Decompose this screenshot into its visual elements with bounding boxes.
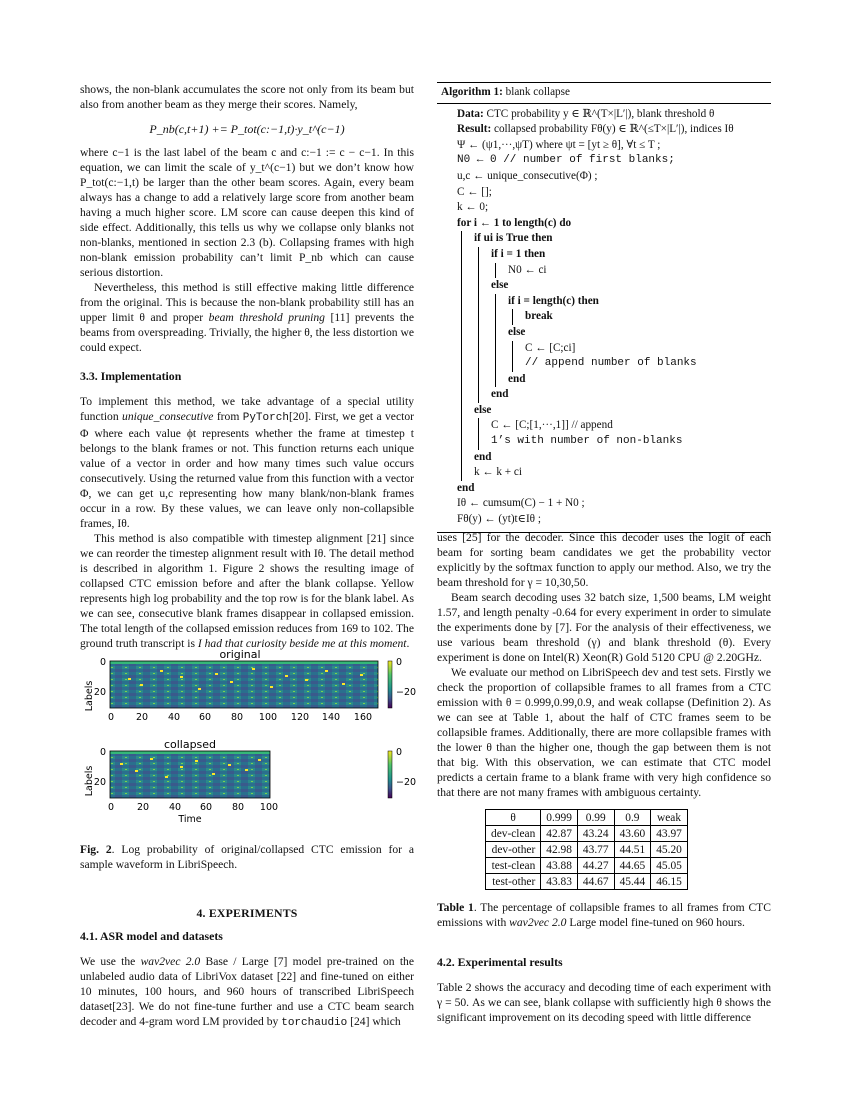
svg-text:0: 0 [396,747,403,758]
paragraph: Beam search decoding uses 32 batch size, 1,500 beams, LM weight 1.57, and length penalty -0.64 for every experiment in order to simulate the experiments done by [7]. For the analysis of their effectiveness, we use various beam threshold (γ) and blank threshold (θ). Every experiment is done on Intel(R) Xeon(R) Gold 5120 CPU @ 2.20GHz. [437,591,771,664]
svg-text:80: 80 [231,802,245,813]
experiments-section [80,906,414,1031]
svg-text:40: 40 [167,712,181,723]
paragraph: where c−1 is the last label of the beam c and c:−1 := c − c−1. In this equation, we can limit the scale of y_t^(c−1) but we don’t know how P_tot(c:−1,t) be larger than the other beam scores. Again, every beam always has a change to add a relatively large score from another beam having a much higher score. LM score can cause deepen this kind of side effect. Additionally, this tells us why we collapse only blanks not non-blanks, mentioned in section 2.3 (b). Collapsing frames with high non-blank emission probability can’t limit P_nb which can cause serious distortion. [80,146,414,279]
figure-2 [80,648,417,838]
paragraph: We use the wav2vec 2.0 Base / Large [7] model pre-trained on the unlabeled audio data of LibriVox dataset [22] and fine-tuned on either 10 minutes, 100 hours, and 960 hours of transcribed LibriSpeech dataset[23]. We do not fine-tune further and use a CTC beam search decoder and 4-gram word LM provided by torchaudio [24] which [80,955,414,1029]
paragraph: We evaluate our method on LibriSpeech dev and test sets. Firstly we check the proportion of collapsible frames to all frames from a CTC emission with θ = 0.999,0.99,0.9, and weak collapse (Definition 2). As we can see at Table 1, about the half of CTC frames seem to be collapsible frames. Additionally, there are more collapsible frames with the lower θ than the higher one, though the gap between them is not that big. With this observation, we can estimate that CTC model predicts a certain frame to a blank frame with very high confidence so that there are not many frames with ambiguous certainty. [437,666,771,799]
svg-text:20: 20 [136,802,150,813]
bottom-heatmap [110,751,270,798]
right-column [437,530,771,800]
svg-text:100: 100 [258,712,278,723]
svg-text:40: 40 [168,802,182,813]
svg-text:60: 60 [199,802,213,813]
section-heading: 3.3. Implementation [80,369,182,383]
table-row: test-other 43.83 44.67 45.44 46.15 [486,874,688,890]
top-ylabel: Labels [84,680,95,712]
bottom-plot-title: collapsed [163,738,217,751]
section-heading: 4. EXPERIMENTS [196,906,298,920]
top-heatmap [110,661,378,708]
table-caption: Table 1. The percentage of collapsible frames to all frames from CTC emissions with wav2vec 2.0 Large model fine-tuned on 960 hours. [437,901,771,929]
top-colorbar [388,661,392,708]
results-table [485,809,688,890]
svg-text:−20: −20 [396,777,417,788]
svg-text:160: 160 [353,712,373,723]
bottom-colorbar [388,751,392,798]
svg-text:20: 20 [93,687,106,698]
paragraph: Table 2 shows the accuracy and decoding time of each experiment with γ = 50. As we can see, blank collapse with sufficiently high θ shows the significant improvement on its decoding speed with little difference [437,981,771,1024]
top-plot-title: original [219,648,261,661]
svg-text:0: 0 [107,712,115,723]
table-row: test-clean 43.88 44.27 44.65 45.05 [486,858,688,874]
subsection-heading: 4.2. Experimental results [437,955,563,969]
results-section [437,955,771,1025]
svg-text:0: 0 [396,657,403,668]
paragraph: Nevertheless, this method is still effective making little difference from the original. This is because the non-blank probability still has an upper limit θ and proper beam threshold pruning [11] prevents the beams from overspreading. Trivially, the higher θ, the less distortion we could expect. [80,281,414,354]
svg-text:80: 80 [230,712,244,723]
algorithm-title: Algorithm 1: blank collapse [437,82,771,104]
paragraph: This method is also compatible with timestep alignment [21] since we can reorder the timestep alignment result with Iθ. The detail method is described in algorithm 1. Figure 2 shows the resulting image of collapsed CTC emission before and after the blank collapse. Yellow represents high log probability and the top row is for the blank label. As we can see, consecutive blank frames disappear in collapsed emission. The total length of the collapsed emission reduces from 169 to 102. The ground truth transcript is I had that curiosity beside me at this moment. [80,532,414,650]
svg-text:0: 0 [107,802,115,813]
table-header-row: θ 0.999 0.99 0.9 weak [486,810,688,826]
svg-text:0: 0 [99,747,106,758]
paragraph: To implement this method, we take advantage of a special utility function unique_consecutive from PyTorch[20]. First, we get a vector Φ where each value ϕt represents whether the frame at timestep t belongs to the blank frames or not. This function returns each unique value of a vector in order and how many times such value occurs consecutively. Using the returned value from this function with a vector Φ, we can get u,c representing how many blank/non-blank frames occur in a row. By these values, we can leave only non-collapsible frames, Iθ. [80,395,414,530]
svg-text:140: 140 [321,712,341,723]
bottom-ylabel: Labels [84,765,95,797]
table-row: dev-other 42.98 43.77 44.51 45.20 [486,842,688,858]
svg-text:60: 60 [198,712,212,723]
equation: P_nb(c,t+1) += P_tot(c:−1,t)·y_t^(c−1) [149,122,345,136]
svg-text:−20: −20 [396,687,417,698]
svg-text:20: 20 [135,712,149,723]
svg-text:20: 20 [93,777,106,788]
left-column [80,82,414,651]
paragraph: uses [25] for the decoder. Since this decoder uses the logit of each beam for sorting beam candidates we get the probability vector explicitly by the softmax function to apply our method. Also, we try the beam threshold for γ = 10,30,50. [437,531,771,589]
subsection-heading: 4.1. ASR model and datasets [80,929,223,943]
algorithm-box: Algorithm 1: blank collapse Data: CTC probability y ∈ ℝ^(T×|L′|), blank threshold θ Result: collapsed probability Fθ(y) ∈ ℝ^(≤T×|L′|), indices Iθ Ψ ← (ψ1,···,ψT) where ψt = [yt ≥ θ], ∀t ≤ T ; N0 ← 0 // number of first blanks; u,c ← unique_consecutive(Φ) ; C ← []; k ← 0; for i ← 1 to length(c) do if ui is True then if i = 1 then N0 ← ci else if i = length(c) then break else C ← [C;ci] // append number of blanks end end else C ← [C;[1,···,1]] // append 1’s with number of non-blanks end k ← k + ci end Iθ ← cumsum(C) − 1 + N0 ; Fθ(y) ← (yt)t∈Iθ ; [437,82,771,533]
bottom-xlabel: Time [178,814,202,825]
figure-caption: Fig. 2. Log probability of original/collapsed CTC emission for a sample waveform in LibriSpeech. [80,843,414,871]
paragraph: shows, the non-blank accumulates the score not only from its beam but also from another beam as they merge their scores. Namely, [80,83,414,111]
svg-text:120: 120 [290,712,310,723]
svg-text:100: 100 [259,802,279,813]
table-row: dev-clean 42.87 43.24 43.60 43.97 [486,826,688,842]
svg-text:0: 0 [99,657,106,668]
